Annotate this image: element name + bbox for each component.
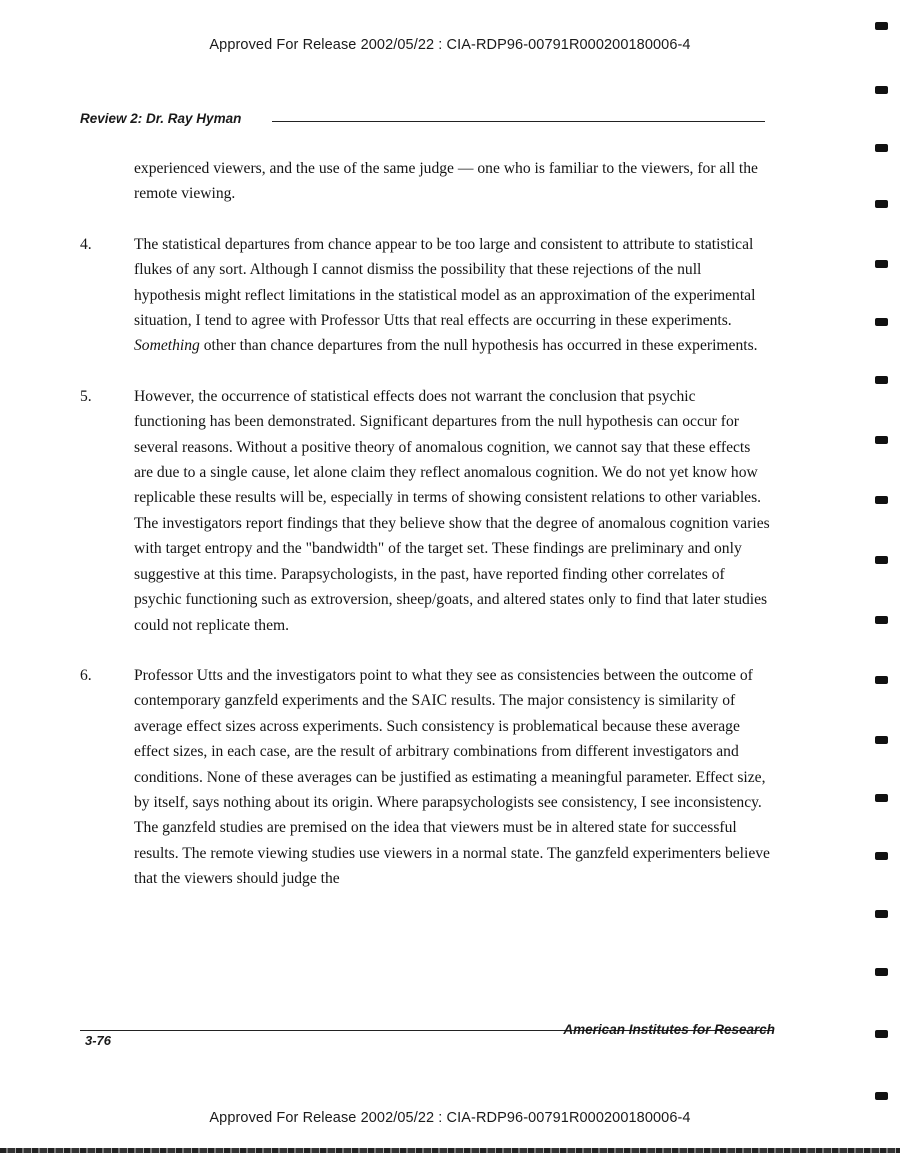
paragraph-number: 6. bbox=[80, 666, 92, 684]
scan-mark bbox=[875, 616, 888, 624]
paragraph-text: Professor Utts and the investigators point to what they see as consistencies between the outcome of contemporary ganzfeld experiments and the SAIC results. The major consistency is similarity of average effect sizes across experiments. Such consistency is problematical because these average effect sizes, in each case, are the result of arbitrary combinations from different investigators and conditions. None of these averages can be justified as estimating a meaningful parameter. Effect size, by itself, says nothing about its origin. Where parapsychologists see consistency, I see inconsistency. The ganzfeld studies are premised on the idea that viewers must be in altered state for successful results. The remote viewing studies use viewers in a normal state. The ganzfeld experimenters believe that the viewers should judge the bbox=[134, 666, 770, 888]
paragraph-5 bbox=[80, 384, 770, 638]
paragraph-text: other than chance departures from the null hypothesis has occurred in these experiments. bbox=[199, 337, 758, 355]
running-head: Review 2: Dr. Ray Hyman bbox=[80, 111, 242, 126]
scan-mark bbox=[875, 22, 888, 30]
scan-mark bbox=[875, 376, 888, 384]
scan-mark bbox=[875, 496, 888, 504]
body-text bbox=[80, 156, 770, 892]
publisher-name: American Institutes for Research bbox=[563, 1022, 775, 1037]
scan-mark bbox=[875, 968, 888, 976]
scan-mark bbox=[875, 436, 888, 444]
scan-mark bbox=[875, 144, 888, 152]
scan-mark bbox=[875, 676, 888, 684]
scan-mark bbox=[875, 736, 888, 744]
scan-edge-strip bbox=[0, 1148, 900, 1153]
emphasis-text: Something bbox=[134, 337, 200, 355]
paragraph-number: 4. bbox=[80, 235, 92, 253]
scan-mark bbox=[875, 1030, 888, 1038]
page-number: 3-76 bbox=[85, 1033, 112, 1048]
paragraph-text: The statistical departures from chance appear to be too large and consistent to attribute to statistical flukes of any sort. Although I cannot dismiss the possibility that these rejections of the null hypothesis might reflect limitations in the statistical model as an approximation of the experimental situation, I tend to agree with Professor Utts that real effects are occurring in these experiments. bbox=[134, 235, 756, 330]
scan-mark bbox=[875, 318, 888, 326]
header-rule bbox=[272, 121, 765, 122]
scan-mark bbox=[875, 200, 888, 208]
scan-mark bbox=[875, 910, 888, 918]
scan-mark bbox=[875, 260, 888, 268]
paragraph-6 bbox=[80, 663, 770, 892]
scan-mark bbox=[875, 852, 888, 860]
paragraph-text: However, the occurrence of statistical effects does not warrant the conclusion that psychic functioning has been demonstrated. Significant departures from the null hypothesis can occur for several reasons. Without a positive theory of anomalous cognition, we cannot say that these effects are due to a single cause, let alone claim they reflect anomalous cognition. We do not yet know how replicable these results will be, especially in terms of showing consistent relations to other variables. The investigators report findings that they believe show that the degree of anomalous cognition varies with target entropy and the "bandwidth" of the target set. These findings are preliminary and only suggestive at this time. Parapsychologists, in the past, have reported finding other correlates of psychic functioning such as extroversion, sheep/goats, and altered states only to find that later studies could not replicate them. bbox=[134, 387, 770, 634]
continuation-paragraph: experienced viewers, and the use of the same judge — one who is familiar to the viewers, for all the remote viewing. bbox=[134, 160, 758, 203]
scan-mark bbox=[875, 794, 888, 802]
release-stamp-top: Approved For Release 2002/05/22 : CIA-RDP96-00791R000200180006-4 bbox=[209, 37, 691, 53]
scan-mark bbox=[875, 556, 888, 564]
paragraph-4 bbox=[80, 232, 770, 359]
scan-mark bbox=[875, 86, 888, 94]
release-stamp-bottom: Approved For Release 2002/05/22 : CIA-RDP96-00791R000200180006-4 bbox=[209, 1110, 691, 1126]
scan-mark bbox=[875, 1092, 888, 1100]
paragraph-number: 5. bbox=[80, 387, 92, 405]
